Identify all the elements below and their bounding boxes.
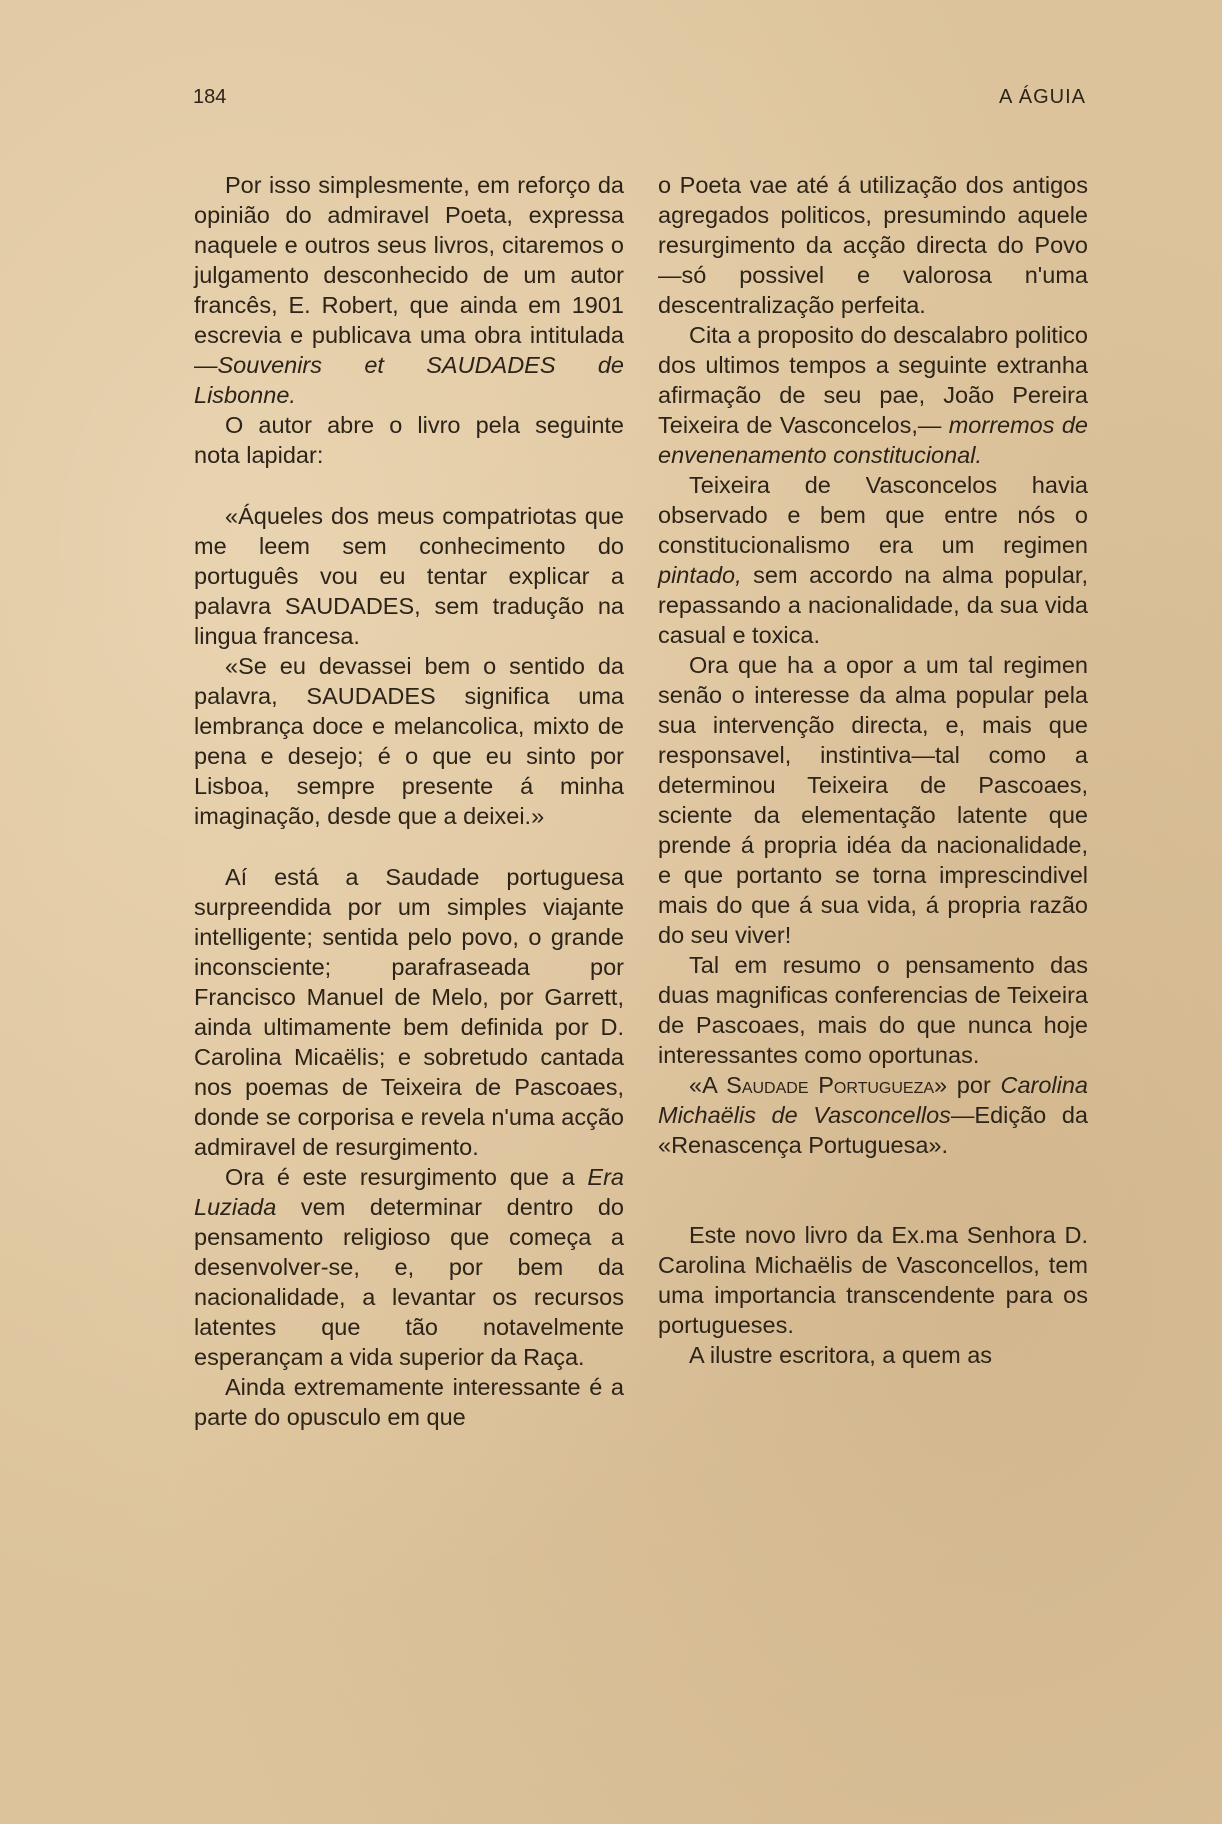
quote-paragraph: «Se eu devassei bem o sentido da palavra, SAUDADES significa uma lembrança doce e melancolica, mixto de pena e desejo; é o que eu sinto por Lisboa, sempre presente á minha imaginação, desde que a deixei.»: [194, 653, 624, 829]
emphasis: pintado,: [658, 562, 742, 588]
page-header: [193, 86, 1086, 116]
paragraph: Cita a proposito do descalabro politico dos ultimos tempos a seguinte extranha afirmação de seu pae, João Pereira Teixeira de Vasconcelos,— morremos de envenenamento constitucional.: [658, 322, 1088, 468]
paragraph: A ilustre escritora, a quem as: [689, 1342, 993, 1368]
paragraph: Teixeira de Vasconcelos havia observado e bem que entre nós o constitucionalismo era um regimen pintado, sem accordo na alma popular, repassando a nacionalidade, da sua vida casual e toxica.: [658, 472, 1088, 648]
bibliographic-citation: «A Saudade Portugueza» por Carolina Michaëlis de Vasconcellos—Edição da «Renascença Portuguesa».: [658, 1072, 1088, 1158]
right-column: [658, 170, 1088, 1370]
book-title: Souvenirs et SAUDADES de Lisbonne.: [194, 352, 624, 408]
paragraph: Por isso simplesmente, em reforço da opinião do admiravel Poeta, expressa naquele e outros seus livros, citaremos o julgamento desconhecido de um autor francês, E. Robert, que ainda em 1901 escrevia e publicava uma obra intitulada—Souvenirs et SAUDADES de Lisbonne.: [194, 172, 624, 408]
citation-title: «A Saudade Portugueza»: [689, 1072, 948, 1098]
citation-edition: —Edição da «Renascença Portuguesa».: [658, 1102, 1088, 1158]
page-number: 184: [193, 86, 227, 108]
paragraph: Aí está a Saudade portuguesa surpreendida por um simples viajante intelligente; sentida pelo povo, o grande inconsciente; parafraseada por Francisco Manuel de Melo, por Garrett, ainda ultimamente bem definida por D. Carolina Micaëlis; e sobretudo cantada nos poemas de Teixeira de Pascoaes, donde se corporisa e revela n'uma acção admiravel de resurgimento.: [194, 864, 624, 1160]
paragraph: Ainda extremamente interessante é a parte do opusculo em que: [194, 1374, 624, 1430]
emphasis: morremos de envenenamento constitucional.: [658, 412, 1088, 468]
paragraph: o Poeta vae até á utilização dos antigos agregados politicos, presumindo aquele resurgimento da acção directa do Povo—só possivel e valorosa n'uma descentralização perfeita.: [658, 172, 1088, 318]
running-title: A ÁGUIA: [998, 86, 1086, 108]
paragraph: O autor abre o livro pela seguinte nota lapidar:: [194, 412, 624, 468]
paragraph: Este novo livro da Ex.ma Senhora D. Carolina Michaëlis de Vasconcellos, tem uma importancia transcendente para os portugueses.: [658, 1222, 1088, 1338]
paragraph: Ora é este resurgimento que a Era Luziada vem determinar dentro do pensamento religioso que começa a desenvolver-se, e, por bem da nacionalidade, a levantar os recursos latentes que tão notavelmente esperançam a vida superior da Raça.: [194, 1164, 624, 1370]
paragraph: Tal em resumo o pensamento das duas magnificas conferencias de Teixeira de Pascoaes, mais do que nunca hoje interessantes como oportunas.: [658, 952, 1088, 1068]
paragraph: Ora que ha a opor a um tal regimen senão o interesse da alma popular pela sua intervenção directa, e, mais que responsavel, instintiva—tal como a determinou Teixeira de Pascoaes, sciente da elementação latente que prende á propria idéa da nacionalidade, e que portanto se torna imprescindivel mais do que á sua vida, á propria razão do seu viver!: [658, 652, 1088, 948]
quote-paragraph: «Áqueles dos meus compatriotas que me leem sem conhecimento do português vou eu tentar explicar a palavra SAUDADES, sem tradução na lingua francesa.: [194, 503, 624, 649]
book-title: Era Luziada: [194, 1164, 624, 1220]
left-column: [194, 170, 624, 1432]
citation-author: Carolina Michaëlis de Vasconcellos: [658, 1072, 1088, 1128]
